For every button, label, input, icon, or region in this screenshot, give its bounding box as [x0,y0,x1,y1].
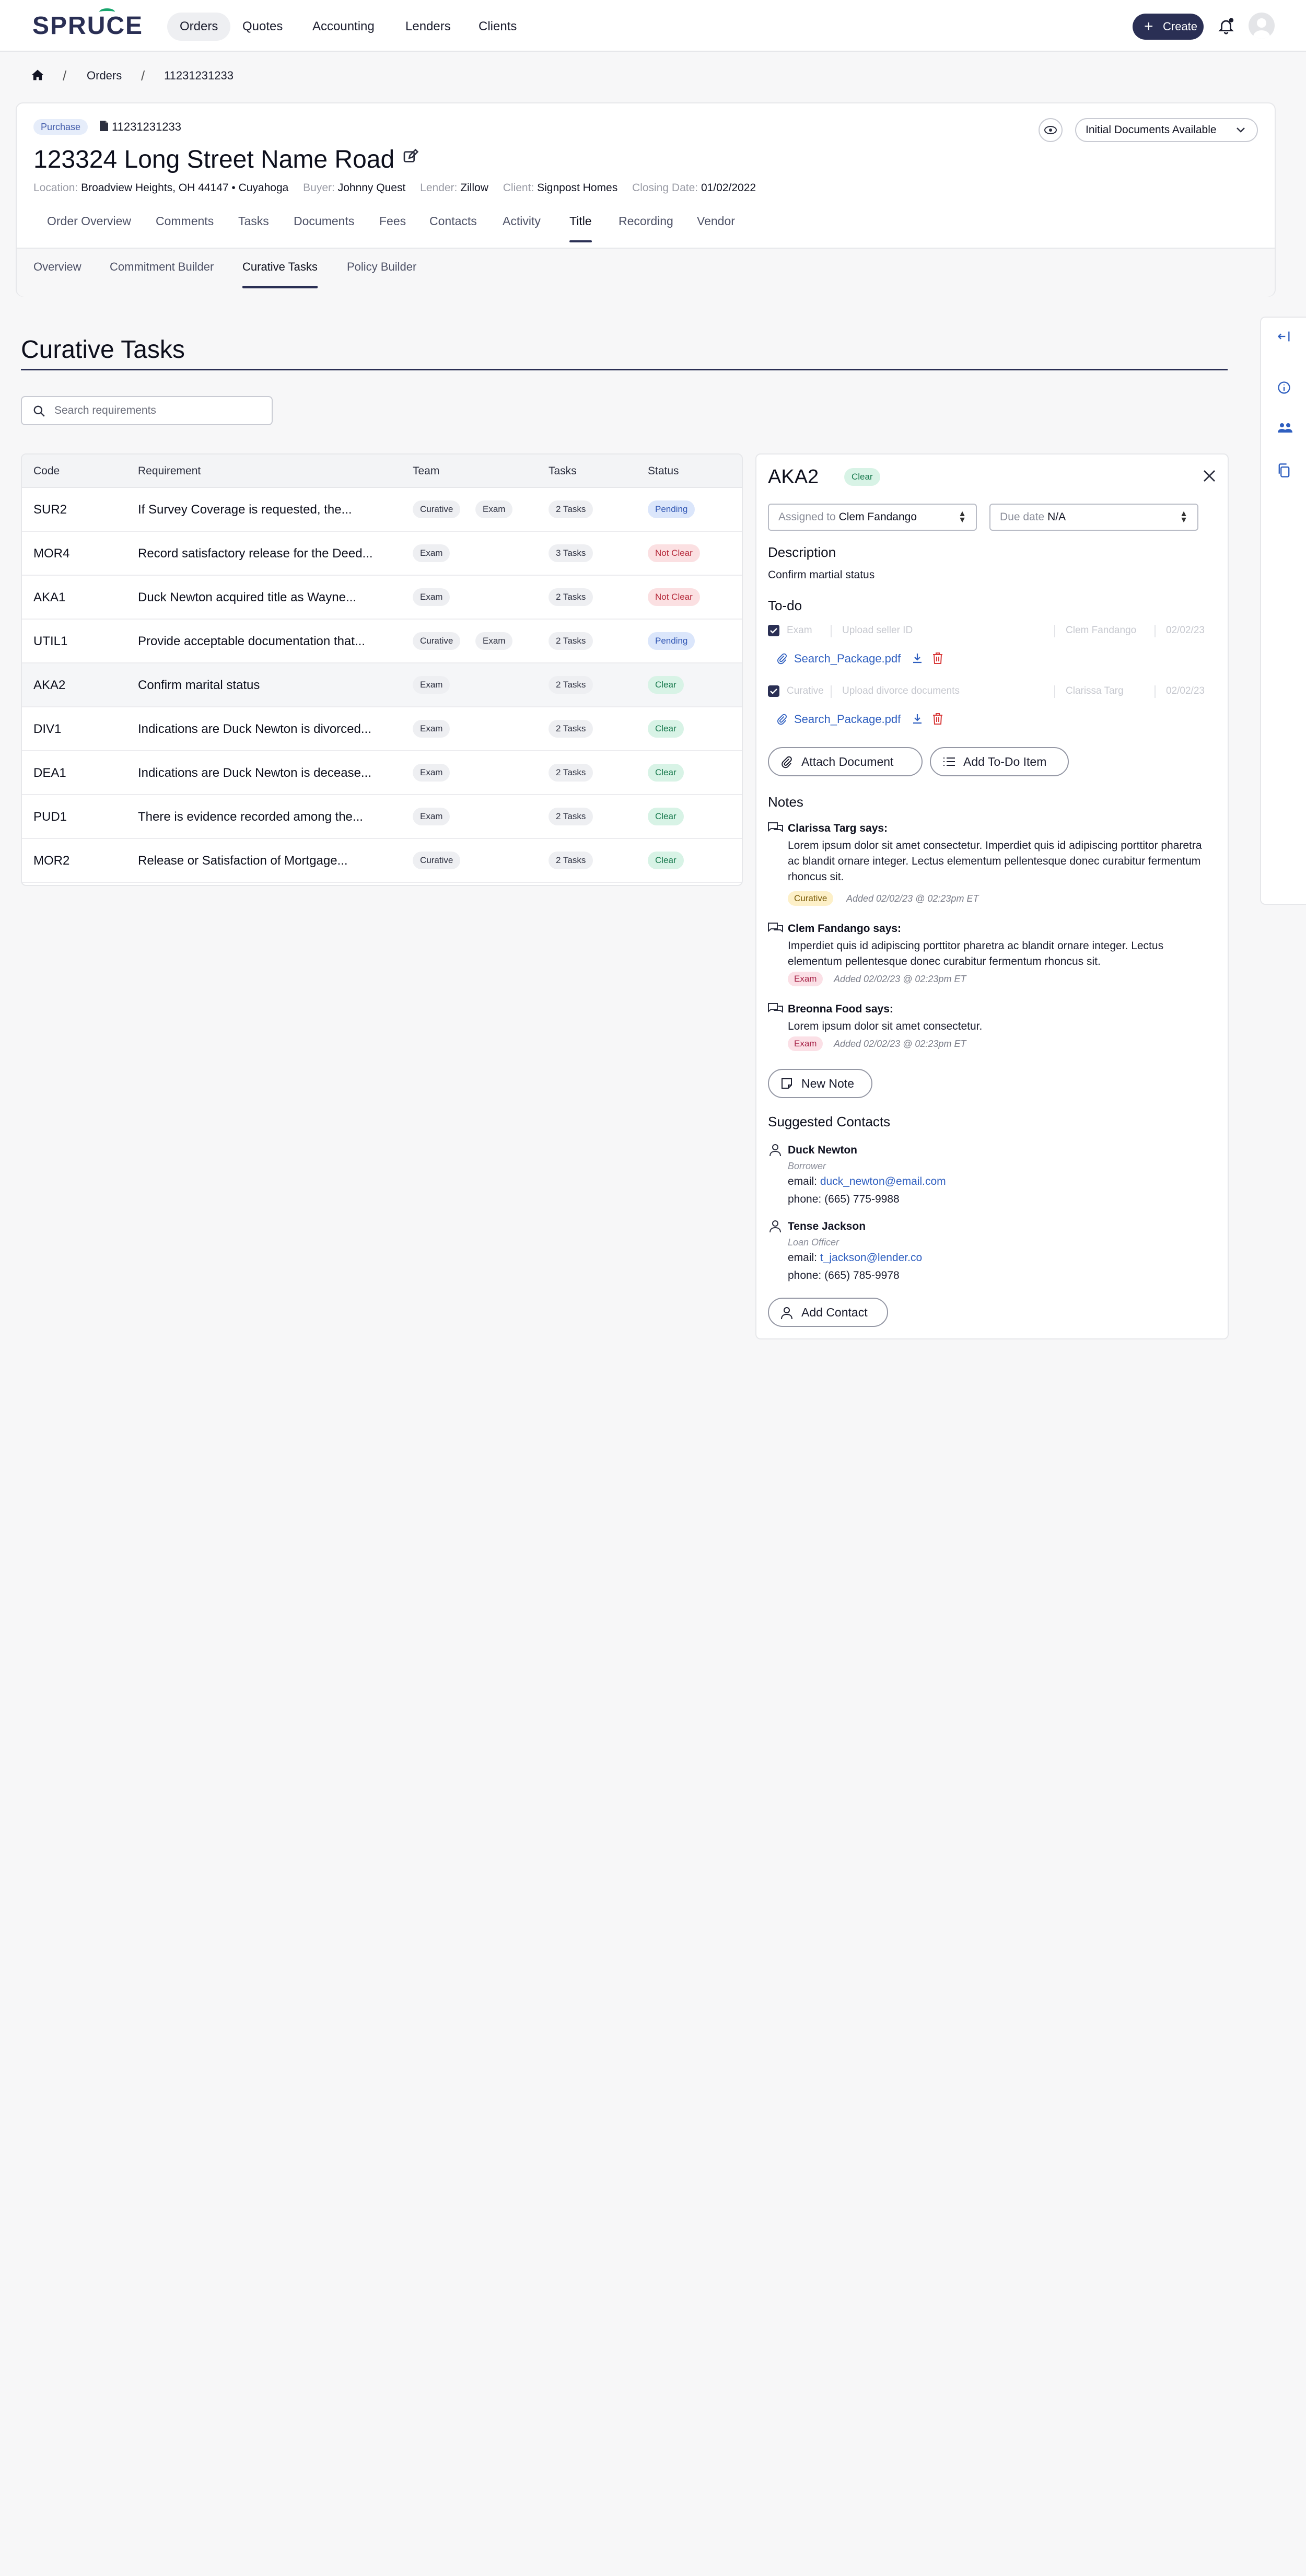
location-label: Location: [33,182,78,194]
paperclip-icon [776,652,788,666]
avatar[interactable] [1249,13,1275,39]
breadcrumb-separator: / [63,68,67,84]
task-count-chip: 2 Tasks [549,676,593,694]
note-author: Clarissa Targ says: [788,822,888,834]
location-value: Broadview Heights, OH 44147 • Cuyahoga [81,182,289,194]
order-meta [33,182,767,194]
chat-bubbles-icon [767,821,784,835]
logo[interactable]: SPRUCE [32,11,143,40]
row-requirement: Duck Newton acquired title as Wayne... [138,590,356,604]
contact-role: Loan Officer [788,1237,839,1248]
chat-bubbles-icon [767,922,784,935]
subtab-curative-tasks[interactable]: Curative Tasks [242,260,318,288]
nav-clients[interactable]: Clients [479,19,517,33]
contact-email: email: t_jackson@lender.co [788,1252,923,1264]
status-badge: Clear [648,852,684,869]
search-icon [32,404,46,418]
page-title: Curative Tasks [21,336,185,364]
team-chip: Exam [413,764,450,782]
team-chip: Exam [413,808,450,825]
assigned-to-select[interactable]: Assigned to Clem Fandango ▲ ▼ [768,504,977,531]
table-row[interactable] [22,707,742,751]
note-text: Lorem ipsum dolor sit amet consectetur. Imperdiet quis id adipiscing porttitor pharetra ac blandit ornare integer. Lectus elementum pellentesque donec curabitur fermentum rhoncus sit. [788,840,1202,883]
order-card [16,102,1276,297]
table-row[interactable] [22,620,742,663]
note-date: Added 02/02/23 @ 02:23pm ET [834,974,966,984]
todo-checkbox[interactable] [768,625,779,636]
todo-task: Upload divorce documents [842,685,960,696]
table-row[interactable] [22,488,742,532]
attachment-link[interactable]: Search_Package.pdf [776,713,901,726]
tab-tasks[interactable]: Tasks [238,214,269,228]
status-badge: Pending [648,632,695,650]
search-input[interactable]: Search requirements [21,396,273,425]
table-row[interactable] [22,795,742,839]
top-bar [0,0,1306,52]
add-todo-button[interactable]: Add To-Do Item [930,747,1069,776]
status-badge: Clear [648,720,684,738]
edit-icon[interactable] [402,148,419,165]
contact-name: Duck Newton [788,1144,858,1156]
team-chip: Exam [475,632,512,650]
team-chip: Exam [475,500,512,518]
add-contact-button[interactable]: Add Contact [768,1298,888,1327]
attachment-link[interactable]: Search_Package.pdf [776,652,901,666]
status-badge: Not Clear [648,544,700,562]
row-requirement: Confirm marital status [138,678,260,692]
row-requirement: Indications are Duck Newton is decease... [138,766,371,780]
tab-title[interactable]: Title [569,214,592,242]
email-link[interactable]: t_jackson@lender.co [820,1252,923,1264]
note-icon [780,1077,793,1090]
team-chip: Exam [413,544,450,562]
tab-documents[interactable]: Documents [294,214,355,228]
row-code: DIV1 [33,722,62,736]
todo-heading: To-do [768,598,802,613]
status-badge: Pending [648,500,695,518]
team-chip: Curative [413,632,460,650]
divider [1155,685,1156,698]
new-note-button[interactable]: New Note [768,1069,872,1098]
collapse-panel-icon[interactable] [1277,329,1291,344]
download-icon[interactable] [911,713,924,725]
column-status[interactable]: Status [648,465,679,477]
note-date: Added 02/02/23 @ 02:23pm ET [834,1039,966,1049]
detail-code: AKA2 [768,466,819,488]
subtab-overview[interactable]: Overview [33,260,81,273]
todo-assignee: Clem Fandango [1066,625,1137,636]
row-code: MOR2 [33,854,70,868]
todo-task: Upload seller ID [842,625,913,636]
task-count-chip: 2 Tasks [549,720,593,738]
client-value: Signpost Homes [537,182,618,194]
closing-date-value: 01/02/2022 [701,182,756,194]
note-text: Lorem ipsum dolor sit amet consectetur. [788,1020,983,1032]
divider [831,685,832,698]
table-row[interactable] [22,663,742,707]
contact-phone: phone: (665) 785-9978 [788,1269,900,1281]
detail-status-badge: Clear [844,468,880,486]
notification-bell-icon[interactable] [1217,17,1235,36]
table-row[interactable] [22,576,742,620]
home-icon[interactable] [30,68,45,83]
todo-date: 02/02/23 [1166,685,1205,696]
documents-status-select[interactable]: Initial Documents Available [1075,118,1258,142]
lender-value: Zillow [460,182,488,194]
note-team-tag: Exam [788,1036,823,1051]
divider [1054,685,1055,698]
todo-team: Curative [787,685,824,696]
download-icon[interactable] [911,652,924,665]
client-label: Client: [503,182,534,194]
eye-icon [1040,119,1062,141]
tab-comments[interactable]: Comments [156,214,214,228]
contact-name: Tense Jackson [788,1220,866,1232]
breadcrumb-orders[interactable]: Orders [87,69,122,82]
due-date-select[interactable]: Due date N/A ▲ ▼ [989,504,1198,531]
paperclip-icon [780,755,793,769]
close-icon[interactable] [1202,468,1217,484]
create-button[interactable]: + Create [1133,14,1204,40]
paperclip-icon [776,713,788,726]
plus-icon: + [1144,18,1153,35]
row-requirement: If Survey Coverage is requested, the... [138,503,352,517]
order-number: 11231231233 [99,120,181,134]
contact-role: Borrower [788,1161,826,1171]
todo-assignee: Clarissa Targ [1066,685,1124,696]
status-badge: Not Clear [648,588,700,606]
contact-email: email: duck_newton@email.com [788,1175,946,1187]
requirements-table [21,453,743,886]
row-code: AKA1 [33,590,66,604]
info-icon[interactable] [1277,380,1291,395]
table-row[interactable] [22,532,742,576]
divider [1155,625,1156,637]
todo-team: Exam [787,625,812,636]
row-requirement: There is evidence recorded among the... [138,810,363,824]
sort-arrows-icon: ▲ ▼ [958,509,966,524]
todo-checkbox[interactable] [768,685,779,697]
table-row[interactable] [22,839,742,883]
tab-fees[interactable]: Fees [379,214,406,228]
person-icon [769,1143,782,1157]
row-code: DEA1 [33,766,66,780]
buyer-value: Johnny Quest [337,182,406,194]
note-team-tag: Exam [788,972,823,986]
tab-activity[interactable]: Activity [503,214,541,228]
row-code: SUR2 [33,503,67,517]
column-team[interactable]: Team [413,465,440,477]
note-text: Imperdiet quis id adipiscing porttitor pharetra ac blandit ornare integer. Lectus elementum pellentesque donec curabitur fermentum rhoncus sit. [788,940,1164,968]
nav-accounting[interactable]: Accounting [312,19,375,33]
tab-vendor[interactable]: Vendor [697,214,735,228]
row-requirement: Release or Satisfaction of Mortgage... [138,854,348,868]
status-badge: Clear [648,764,684,782]
note-author: Breonna Food says: [788,1003,893,1015]
order-type-badge: Purchase [33,119,88,135]
attach-document-button[interactable]: Attach Document [768,747,923,776]
nav-orders[interactable]: Orders [167,13,230,41]
lender-label: Lender: [420,182,458,194]
closing-date-label: Closing Date: [632,182,698,194]
trash-icon[interactable] [932,652,943,665]
divider [1054,625,1055,637]
subtab-policy-builder[interactable]: Policy Builder [347,260,417,273]
table-header [22,454,742,488]
watch-button[interactable] [1039,118,1063,142]
sort-arrows-icon: ▲ ▼ [1180,509,1188,524]
chat-bubbles-icon [767,1002,784,1016]
email-link[interactable]: duck_newton@email.com [820,1175,946,1187]
breadcrumb-order-number: 11231231233 [164,69,234,82]
buyer-label: Buyer: [303,182,335,194]
team-chip: Exam [413,588,450,606]
status-badge: Clear [648,808,684,825]
tab-recording[interactable]: Recording [619,214,673,228]
column-code[interactable]: Code [33,465,60,477]
row-code: MOR4 [33,546,70,561]
check-icon [768,685,779,697]
task-count-chip: 2 Tasks [549,808,593,825]
tab-order-overview[interactable]: Order Overview [47,214,132,228]
contacts-icon[interactable] [1277,421,1293,436]
contact-phone: phone: (665) 775-9988 [788,1193,900,1205]
order-address-title: 123324 Long Street Name Road [33,146,395,173]
copy-icon[interactable] [1277,463,1291,479]
requirement-detail-panel [755,453,1229,1339]
task-count-chip: 2 Tasks [549,852,593,869]
description-text: Confirm martial status [768,569,875,581]
status-badge: Clear [648,676,684,694]
suggested-contacts-heading: Suggested Contacts [768,1114,891,1129]
person-icon [769,1219,782,1233]
notes-heading: Notes [768,794,803,810]
team-chip: Curative [413,500,460,518]
note-team-tag: Curative [788,891,833,906]
breadcrumb-separator: / [141,68,145,84]
row-requirement: Indications are Duck Newton is divorced... [138,722,371,736]
task-count-chip: 2 Tasks [549,588,593,606]
team-chip: Exam [413,720,450,738]
document-icon [99,120,109,132]
list-icon [942,755,956,768]
nav-lenders[interactable]: Lenders [405,19,451,33]
row-code: PUD1 [33,810,67,824]
row-code: UTIL1 [33,634,68,648]
note-date: Added 02/02/23 @ 02:23pm ET [846,893,979,904]
column-tasks[interactable]: Tasks [549,465,577,477]
task-count-chip: 3 Tasks [549,544,593,562]
title-divider [21,369,1228,370]
team-chip: Exam [413,676,450,694]
description-heading: Description [768,544,836,560]
column-requirement[interactable]: Requirement [138,465,201,477]
chevron-down-icon [1236,126,1245,134]
nav-quotes[interactable]: Quotes [242,19,283,33]
note-author: Clem Fandango says: [788,923,902,935]
task-count-chip: 2 Tasks [549,764,593,782]
task-count-chip: 2 Tasks [549,632,593,650]
team-chip: Curative [413,852,460,869]
divider [831,625,832,637]
row-code: AKA2 [33,678,66,692]
trash-icon[interactable] [932,713,943,725]
right-rail [1260,317,1306,905]
row-requirement: Provide acceptable documentation that... [138,634,365,648]
subtab-commitment-builder[interactable]: Commitment Builder [110,260,214,273]
task-count-chip: 2 Tasks [549,500,593,518]
todo-date: 02/02/23 [1166,625,1205,636]
person-icon [780,1306,793,1320]
tab-contacts[interactable]: Contacts [429,214,477,228]
row-requirement: Record satisfactory release for the Deed... [138,546,373,561]
table-row[interactable] [22,751,742,795]
check-icon [768,625,779,636]
